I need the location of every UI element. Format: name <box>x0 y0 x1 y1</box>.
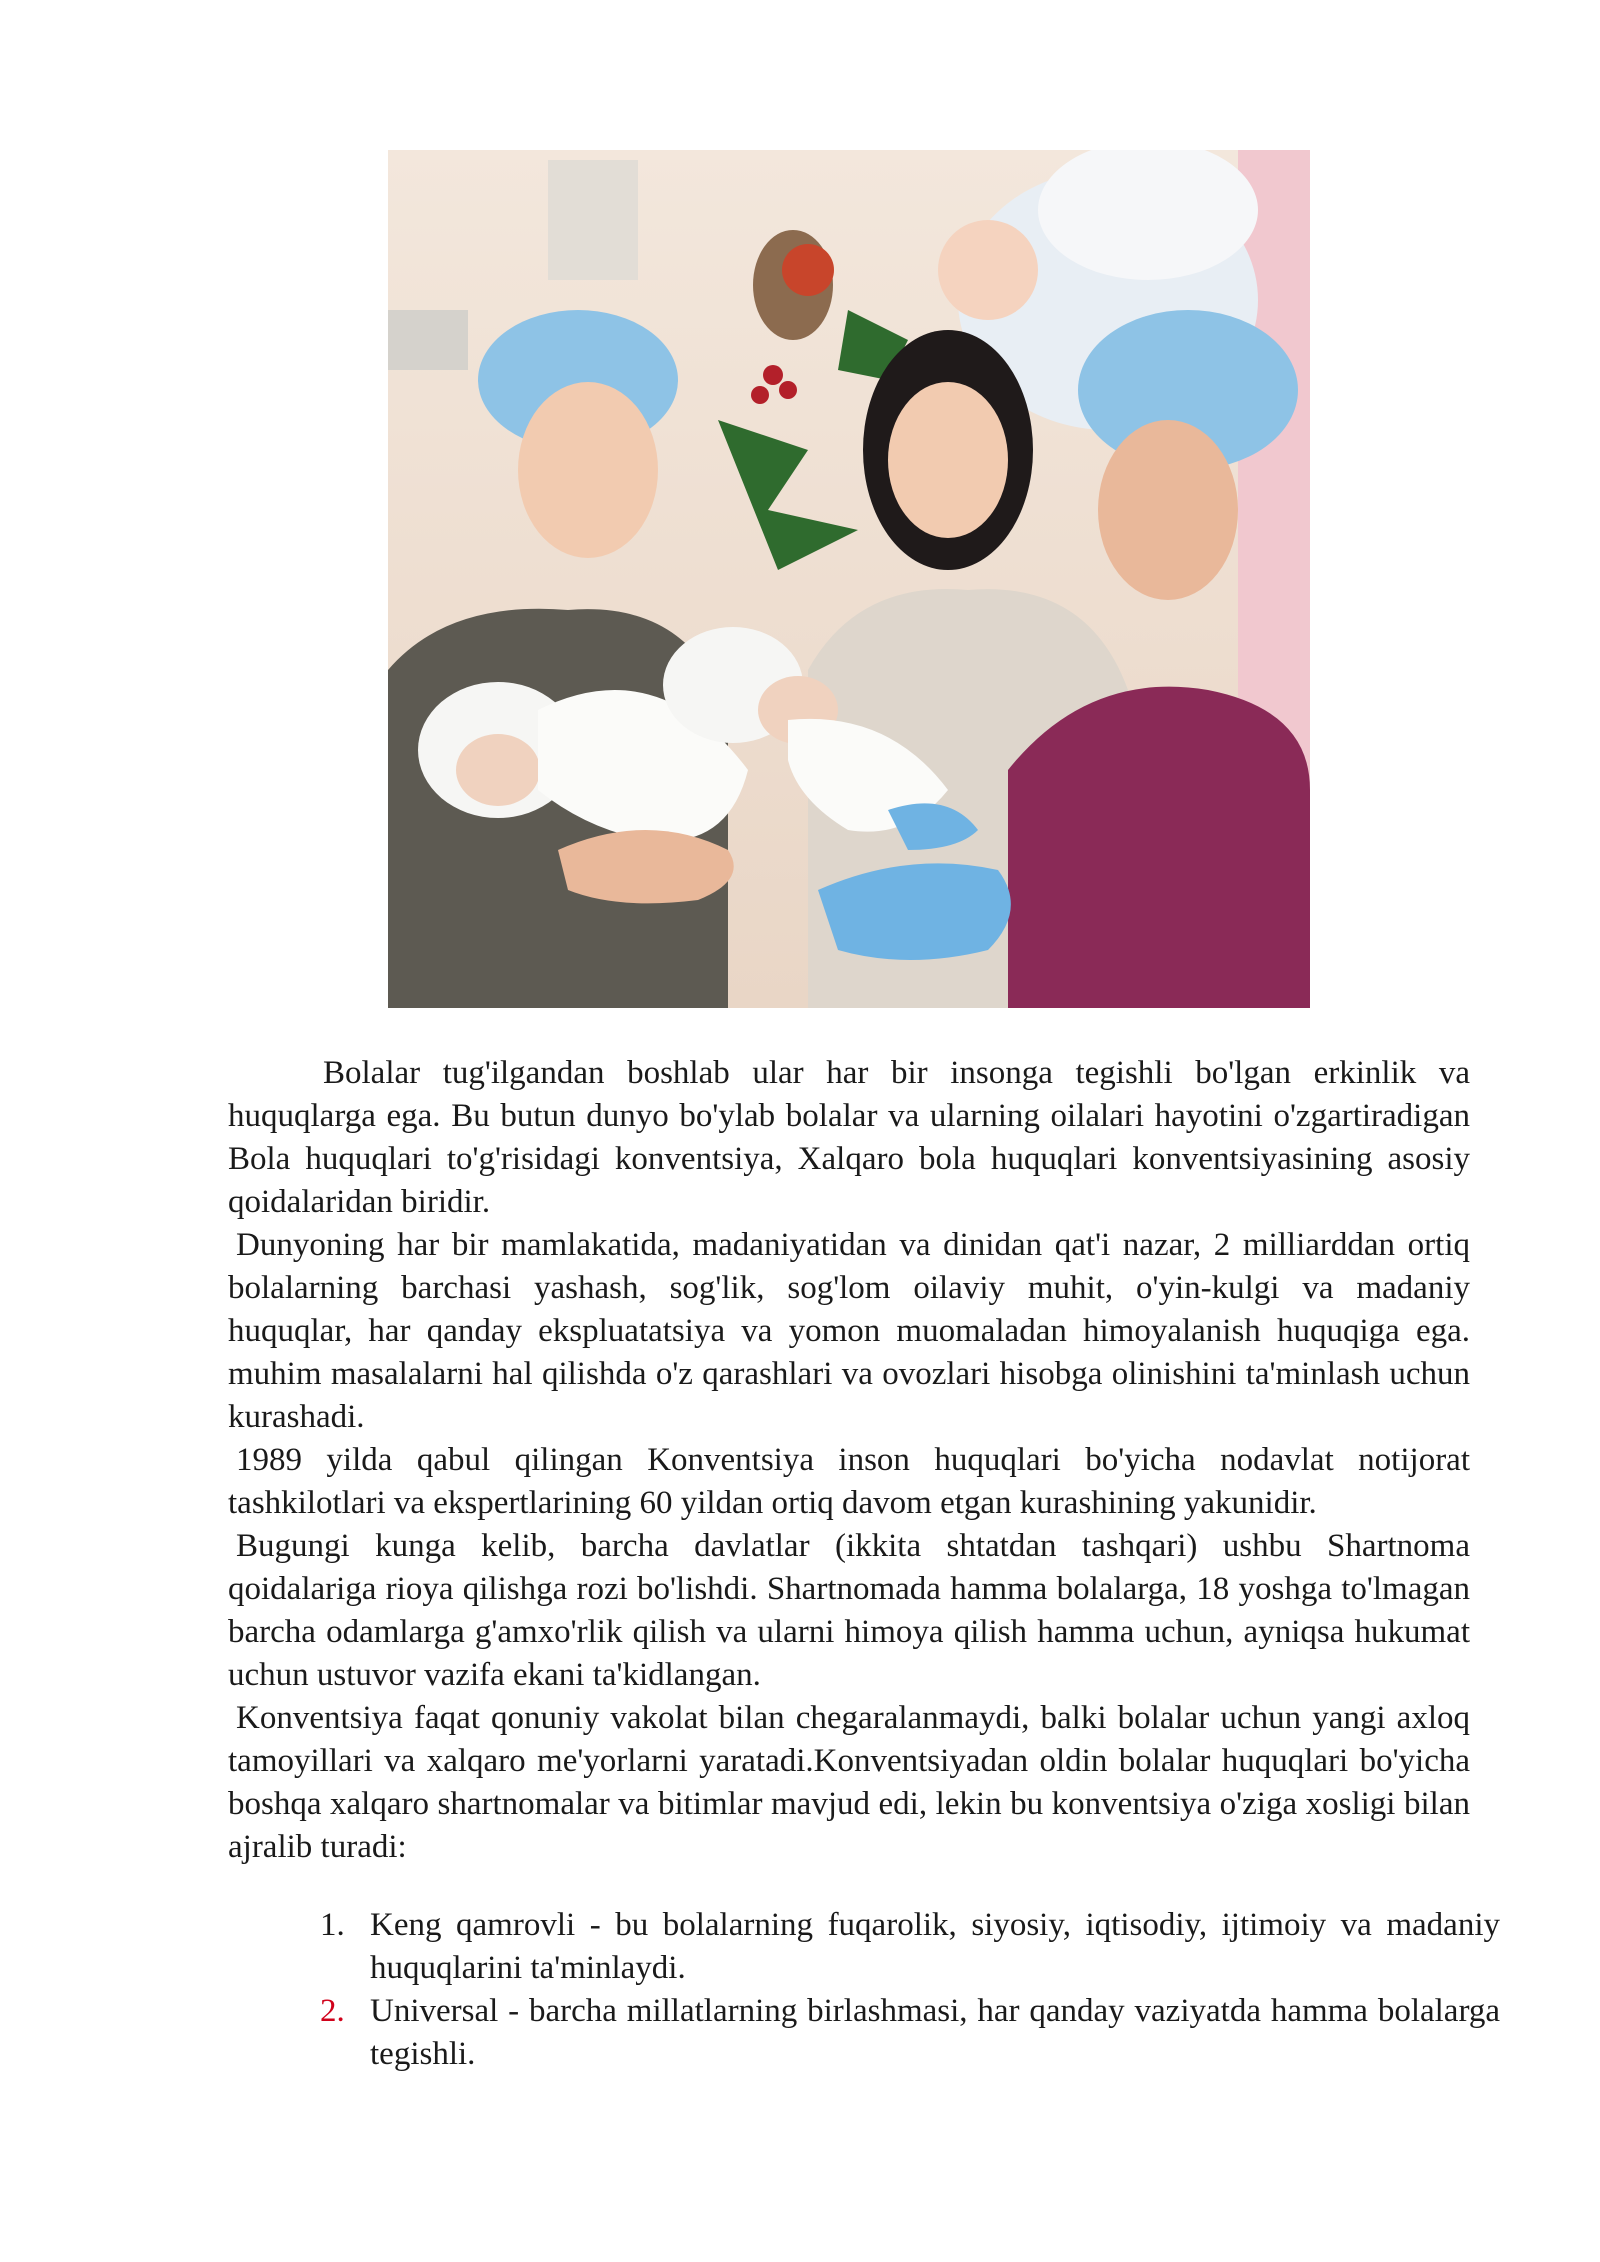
body-text <box>228 1052 1470 1869</box>
features-list <box>320 1904 1500 2076</box>
paragraph-states: Bugungi kunga kelib, barcha davlatlar (ikkita shtatdan tashqari) ushbu Shartnoma qoidalariga rioya qilishga rozi bo'lishdi. Shartnomada hamma bolalarga, 18 yoshga to'lmagan barcha odamlarga g'amxo'rlik qilish va ularni himoya qilish hamma uchun, ayniqsa hukumat uchun ustuvor vazifa ekani ta'kidlangan. <box>228 1528 1470 1693</box>
list-item <box>320 1904 1500 1990</box>
list-number: 1. <box>320 1907 345 1943</box>
list-item-text: Universal - barcha millatlarning birlashmasi, har qanday vaziyatda hamma bolalarga tegishli. <box>370 1993 1500 2072</box>
photo-maternity-ward <box>388 150 1310 1008</box>
paragraph-1989: 1989 yilda qabul qilingan Konventsiya inson huquqlari bo'yicha nodavlat notijorat tashkilotlari va ekspertlarining 60 yildan ortiq davom etgan kurashining yakunidir. <box>228 1442 1470 1521</box>
paragraph-convention: Konventsiya faqat qonuniy vakolat bilan chegaralanmaydi, balki bolalar uchun yangi axloq tamoyillari va xalqaro me'yorlarni yaratadi.Konventsiyadan oldin bolalar huquqlari bo'yicha boshqa xalqaro shartnomalar va bitimlar mavjud edi, lekin bu konventsiya o'ziga xosligi bilan ajralib turadi: <box>228 1700 1470 1865</box>
paragraph-intro: Bolalar tug'ilgandan boshlab ular har bir insonga tegishli bo'lgan erkinlik va huquqlarga ega. Bu butun dunyo bo'ylab bolalar va ularning oilalari hayotini o'zgartiradigan Bola huquqlari to'g'risidagi konventsiya, Xalqaro bola huquqlari konventsiyasining asosiy qoidalaridan biridir. <box>228 1055 1470 1220</box>
list-item <box>320 1990 1500 2076</box>
photo-illustration <box>388 150 1310 1008</box>
list-number: 2. <box>320 1993 345 2029</box>
list-item-text: Keng qamrovli - bu bolalarning fuqarolik, siyosiy, iqtisodiy, ijtimoiy va madaniy huquqlarini ta'minlaydi. <box>370 1907 1500 1986</box>
paragraph-rights: Dunyoning har bir mamlakatida, madaniyatidan va dinidan qat'i nazar, 2 milliarddan ortiq bolalarning barchasi yashash, sog'lik, sog'lom oilaviy muhit, o'yin-kulgi va madaniy huquqlar, har qanday ekspluatatsiya va yomon muomaladan himoyalanish huquqiga ega. muhim masalalarni hal qilishda o'z qarashlari va ovozlari hisobga olinishini ta'minlash uchun kurashadi. <box>228 1227 1470 1435</box>
